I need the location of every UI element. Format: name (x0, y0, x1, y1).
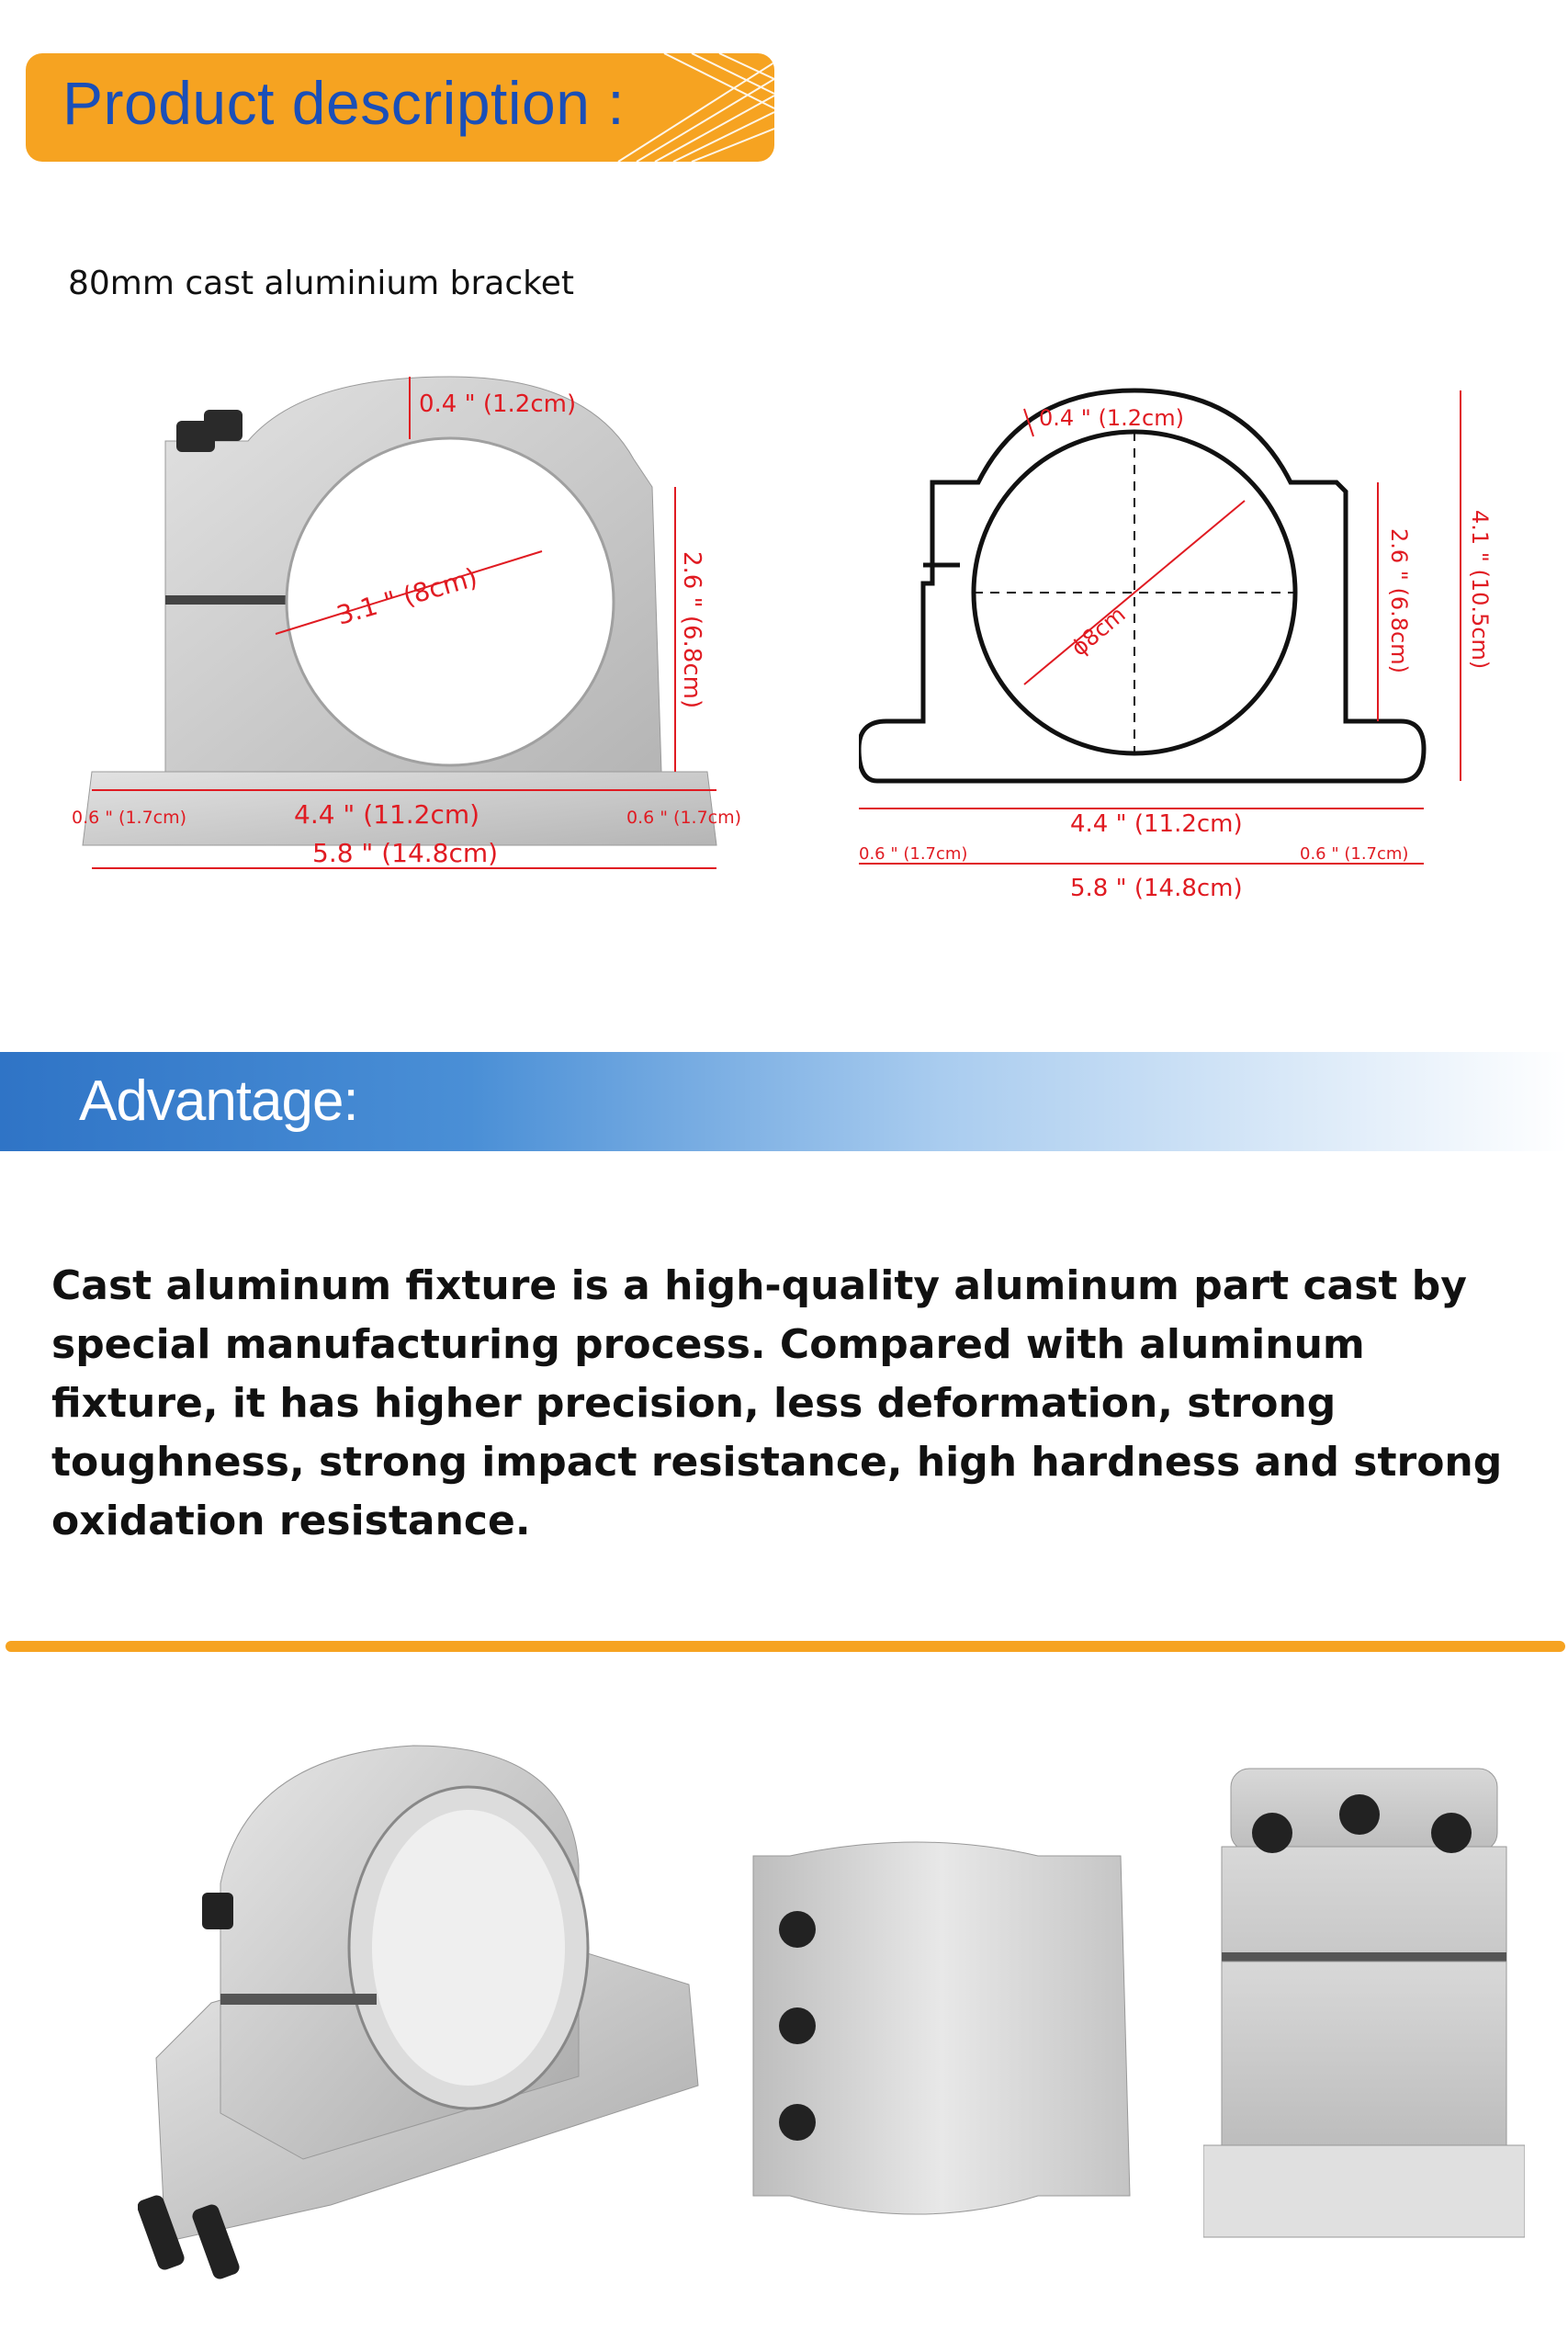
bracket-split (165, 595, 294, 605)
dim-diameter: ϕ8cm (1066, 601, 1131, 662)
bolt-head-icon (1339, 1794, 1380, 1835)
product-description-banner (26, 53, 774, 162)
dim-total-width: 5.8 " (14.8cm) (312, 838, 499, 868)
bolt-head-icon (779, 2007, 816, 2044)
advantage-banner (0, 1052, 1568, 1151)
bolt-head-icon (204, 410, 243, 441)
advantage-text: Cast aluminum fixture is a high-quality aluminum part cast by special manufacturing process. Compared with aluminum fixture, it has higher precision, less deformation, strong toughness, strong impact resistance, high hardness and strong oxidation resistance. (51, 1262, 1503, 1544)
banner-title: Product description : (62, 69, 626, 137)
advantage-title: Advantage: (79, 1069, 358, 1133)
banner-stripes-decoration (609, 53, 774, 162)
dim-top-thickness: 0.4 " (1.2cm) (419, 390, 577, 418)
dim-center-width: 4.4 " (11.2cm) (294, 799, 480, 830)
bracket-photo-angled (138, 1727, 726, 2315)
dim-flange-left: 0.6 " (1.7cm) (72, 808, 187, 828)
dim-bore: 3.1 " (8cm) (333, 561, 481, 631)
bolt-head-icon (779, 1911, 816, 1948)
dim-height: 2.6 " (6.8cm) (1386, 528, 1412, 673)
bracket-photo-side (735, 1828, 1167, 2233)
orange-divider (6, 1641, 1565, 1652)
dim-top-thickness: 0.4 " (1.2cm) (1039, 405, 1184, 431)
dim-total-width: 5.8 " (14.8cm) (1070, 875, 1243, 902)
dim-flange-left: 0.6 " (1.7cm) (859, 844, 968, 864)
dim-height: 2.6 " (6.8cm) (678, 551, 705, 709)
bolt-head-icon (1252, 1813, 1292, 1853)
dim-flange-right: 0.6 " (1.7cm) (626, 808, 742, 828)
bolt-head-icon (779, 2104, 816, 2141)
dim-center-width: 4.4 " (11.2cm) (1070, 810, 1243, 838)
dim-flange-right: 0.6 " (1.7cm) (1300, 844, 1409, 864)
bracket-photo-end (1203, 1759, 1525, 2246)
product-subtitle: 80mm cast aluminium bracket (68, 265, 574, 302)
bracket-photo-dimensioned (64, 358, 762, 910)
dim-total-height: 4.1 " (10.5cm) (1467, 510, 1493, 670)
bolt-head-icon (202, 1893, 233, 1929)
bolt-head-icon (1431, 1813, 1472, 1853)
bracket-line-drawing (859, 372, 1520, 923)
